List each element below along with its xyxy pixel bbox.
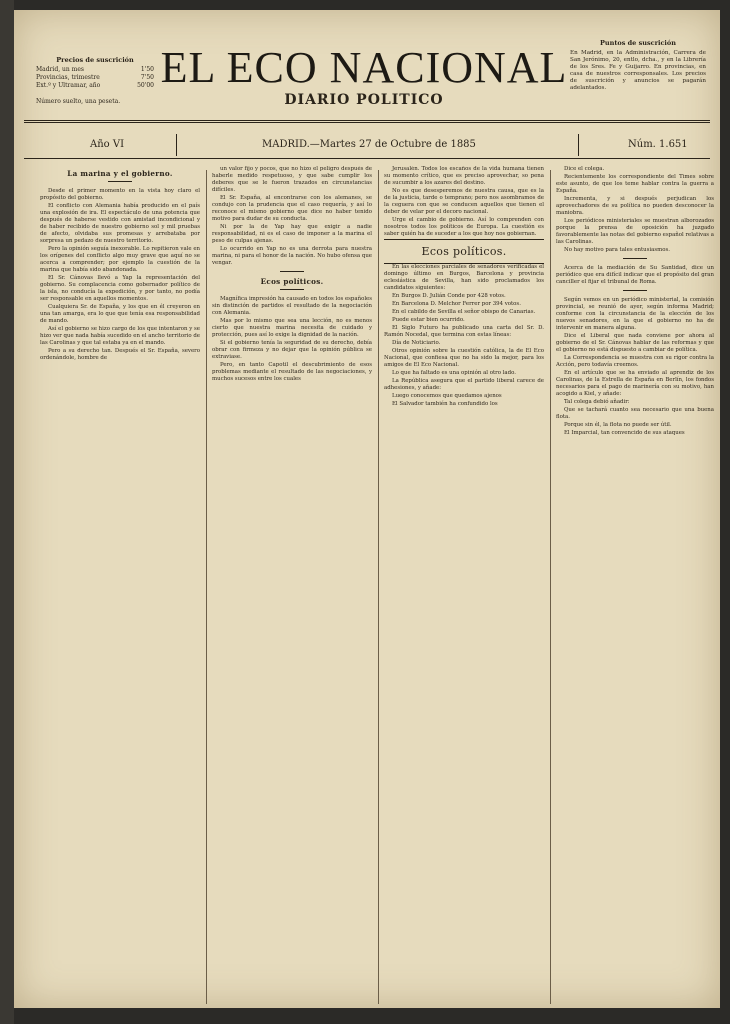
article-paragraph: Día de Noticiario. xyxy=(392,340,441,346)
article-paragraph: Desde el primer momento en la vista hoy claro el propósito del gobierno. xyxy=(40,188,200,201)
article-headline: La marina y el gobierno. xyxy=(67,169,173,178)
article-paragraph: En el artículo que se ha enviado al aprendiz de los Carolinas, de la Estrella de España en Berlín, los fondos necesarios para el pago de marinería con su motivo, han acogido a Kiel, y añade: xyxy=(556,370,714,397)
article-paragraph: Cualquiera Sr. de España, y los que en él creyeron en una tan amarga, era lo que que tenía esa responsabilidad de mando. xyxy=(40,304,200,324)
article-paragraph: Pero a su derecho tan. Después el Sr. España, severo ordenándole, hombre de xyxy=(40,348,200,361)
article-paragraph: Así el gobierno se hizo cargo de los que intentaron y se hizo ver que nada había sucedido en el ancho territorio de las Carolinas y que tal estaba ya en el mando. xyxy=(40,326,200,346)
info-divider xyxy=(578,134,579,156)
article-paragraph: Pero la opinión seguía inexorable. Lo repitieron vale en los orígenes del conflicto algo muy grave que aquí no se acerca a comprender; por ejemplo la cuestión de la marina que había sido abandonada. xyxy=(40,246,200,273)
info-divider xyxy=(176,134,177,156)
article-paragraph: Si el gobierno tenía la seguridad de su derecho, debía obrar con firmeza y no dejar que la opinión pública se extraviase. xyxy=(212,340,372,360)
article-paragraph: Puede estar bien ocurrido. xyxy=(392,317,465,323)
section-rule xyxy=(623,290,647,291)
section-header-box xyxy=(384,239,544,264)
article-paragraph: El Sr. España, al encontrarse con los alemanes, se condujo con la prudencia que el caso requería, y así lo reconoce el mismo gobierno que dice no haber tenido motivo para dudar de su conducta. xyxy=(212,195,372,222)
article-paragraph: La República asegura que el partido liberal carece de adhesiones, y añade: xyxy=(384,378,544,391)
article-paragraph: Pero, en tanto Capotil el descubrimiento de esos problemas mediante el resultado de las negociaciones, y muchos sucesos entre los cuales xyxy=(212,362,372,382)
article-paragraph: Mas por lo mismo que sea una lección, no es menos cierto que nuestra marina necesita de cuidado y protección, pues así lo exige la dignidad de la nación. xyxy=(212,318,372,338)
info-bar-rule xyxy=(24,158,710,159)
article-paragraph: Luego conocemos que quedamos ajenos xyxy=(392,393,502,399)
article-paragraph: No es que desesperemos de nuestra causa, que es la de la justicia, tarde o temprano; pero nos asombramos de la ceguera con que se conducen aquellos que tienen el deber de velar por el decoro nacional. xyxy=(384,188,544,215)
article-paragraph: En el cabildo de Sevilla el señor obispo de Canarias. xyxy=(392,309,536,315)
price-row: Ext.º y Ultramar, año 50'00 xyxy=(36,82,154,89)
binding-edge xyxy=(0,0,14,1024)
article-paragraph: En Burgos D. Julián Conde por 428 votos. xyxy=(392,293,506,299)
price-row: Provincias, trimestre 7'50 xyxy=(36,74,154,81)
article-paragraph: Jerusalén. Todos los escaños de la vida humana tienen su momento crítico, que es preciso aprovechar, so pena de sucumbir a los azares del destino. xyxy=(384,166,544,186)
price-row: Madrid, un mes 1'50 xyxy=(36,66,154,73)
subscription-prices-box xyxy=(36,56,154,106)
article-paragraph: Lo que ha faltado es una opinión al otro lado. xyxy=(392,370,516,376)
article-columns xyxy=(36,166,716,1008)
subscription-prices-title: Precios de suscrición xyxy=(56,56,134,64)
article-paragraph: El conflicto con Alemania había producido en el país una explosión de ira. El espectáculo de una potencia que después de haberse vestido con amistad incondicional y de haber recibido de nuestro gobierno sol y mil pruebas de afecto, olvidaba sus promesas y arrebataba por sorpresa un pedazo de nuestro territorio. xyxy=(40,203,200,244)
article-paragraph: Lo ocurrido en Yap no es una derrota para nuestra marina, ni para el honor de la nación. No hubo ofensa que vengar. xyxy=(212,246,372,266)
single-copy-price: Número suelto, una peseta. xyxy=(36,98,121,105)
newspaper-page xyxy=(14,10,720,1008)
column-divider xyxy=(550,170,551,1004)
article-paragraph: Incrementa, y si después perjudican los aprovechadores de su política no pueden desconocer la maniobra. xyxy=(556,196,714,216)
section-rule xyxy=(623,258,647,259)
section-headline: Ecos políticos. xyxy=(421,245,507,258)
article-headline: Ecos políticos. xyxy=(260,277,324,286)
article-paragraph: Dice el Liberal que nada conviene por ahora al gobierno de el Sr. Cánovas hablar de las reformas y que el gobierno no está dispuesto a cambiar de política. xyxy=(556,333,714,353)
article-paragraph: un valor fijo y pocos, que no hizo el peligro después de haberle medido respetuoso, y que sabe cumplir los deberes que se le fueron trazados en circunstancias difíciles. xyxy=(212,166,372,193)
article-paragraph: Acerca de la mediación de Su Santidad, dice un periódico que era difícil indicar que el propósito del gran canciller el fijar el tribunal de Roma. xyxy=(556,265,714,285)
article-paragraph: El Salvador también ha confundido los xyxy=(392,401,498,407)
subscription-points-text: En Madrid, en la Administración, Carrera de San Jerónimo, 20, entlo, dcha., y en la Librería de los Sres. Fe y Guijarro. En provincias, en casa de nuestros corresponsales. Los precios de suscrición y anuncios se pagarán adelantados. xyxy=(570,50,706,91)
article-paragraph: Dice el colega. xyxy=(564,166,605,172)
article-paragraph: Según vemos en un periódico ministerial, la comisión provincial, se reunió de ayer, según informa Madrid; conforme con la circunstancia de la elección de los nuevos senadores, en la que el gobierno no ha de intervenir en manera alguna. xyxy=(556,297,714,331)
issue-date: MADRID.—Martes 27 de Octubre de 1885 xyxy=(262,139,476,150)
article-paragraph: En Barcelona D. Melchor Ferrer por 394 votos. xyxy=(392,301,521,307)
column-1 xyxy=(40,166,200,1008)
article-paragraph: Recientemente los correspondiente del Times sobre este asunto, de que los teme hablar contra la guerra a España. xyxy=(556,174,714,194)
article-paragraph: El Siglo Futuro ha publicado una carta del Sr. D. Ramón Nocedal, que termina con estas líneas: xyxy=(384,325,544,338)
newspaper-subtitle: DIARIO POLITICO xyxy=(284,92,444,108)
subscription-points-title: Puntos de suscrición xyxy=(600,39,676,47)
issue-info-bar xyxy=(38,134,712,156)
column-2 xyxy=(212,166,372,1008)
article-paragraph: La Correspondencia se muestra con su rigor contra la Acción, pero todavía creemos. xyxy=(556,355,714,368)
issue-year: Año VI xyxy=(90,139,125,150)
article-paragraph: Porque sin él, la flota no puede ser útil. xyxy=(564,422,672,428)
article-paragraph: No hay motivo para tales entusiasmos. xyxy=(564,247,670,253)
article-paragraph: El Sr. Cánovas llevó a Yap la representación del gobierno. Su complacencia como gobernador político de la isla, no conducía la expedición, y por tanto, no podía ser responsable en aquellos momentos. xyxy=(40,275,200,302)
subscription-points-box xyxy=(570,40,706,92)
column-divider xyxy=(378,170,379,1004)
article-paragraph: Que se tachará cuanto sea necesario que una buena flota. xyxy=(556,407,714,420)
masthead-rule xyxy=(24,120,710,121)
article-paragraph: Otros opinión sobre la cuestión católica, la de El Eco Nacional, que confiesa que no ha sido la mejor, para los amigos de El Eco Nacional. xyxy=(384,348,544,368)
column-3 xyxy=(384,166,544,1008)
article-paragraph: Los periódicos ministeriales se muestran alborozados porque la prensa de oposición ha juzgado favorablemente las notas del gobierno español relativas a las Carolinas. xyxy=(556,218,714,245)
newspaper-title: EL ECO NACIONAL xyxy=(160,43,568,92)
issue-number: Núm. 1.651 xyxy=(628,139,688,150)
article-paragraph: Magnífica impresión ha causado en todos los españoles sin distinción de partidos el resultado de la negociación con Alemania. xyxy=(212,296,372,316)
article-paragraph: Ni por la de Yap hay que exigir a nadie responsabilidad, ni es el caso de imponer a la marina el peso de culpas ajenas. xyxy=(212,224,372,244)
column-4 xyxy=(556,166,714,1008)
column-divider xyxy=(206,170,207,1004)
headline-rule xyxy=(280,289,304,290)
masthead xyxy=(154,43,574,108)
article-paragraph: El Imparcial, tan convencido de sus ataques xyxy=(564,430,685,436)
masthead-rule-double xyxy=(24,122,710,123)
headline-rule xyxy=(108,181,132,182)
article-paragraph: En las elecciones parciales de senadores verificadas el domingo último en Burgos, Barcelona y provincia eclesiástica de Sevilla, han sido proclamados los candidatos siguientes: xyxy=(384,264,544,291)
article-paragraph: Urge el cambio de gobierno. Así lo comprenden con nosotros todos los políticos de Europa. La cuestión es saber quién ha de suceder a los que hoy nos gobiernan. xyxy=(384,217,544,237)
section-rule xyxy=(280,271,304,272)
article-paragraph: Tal colega debió añadir: xyxy=(564,399,630,405)
